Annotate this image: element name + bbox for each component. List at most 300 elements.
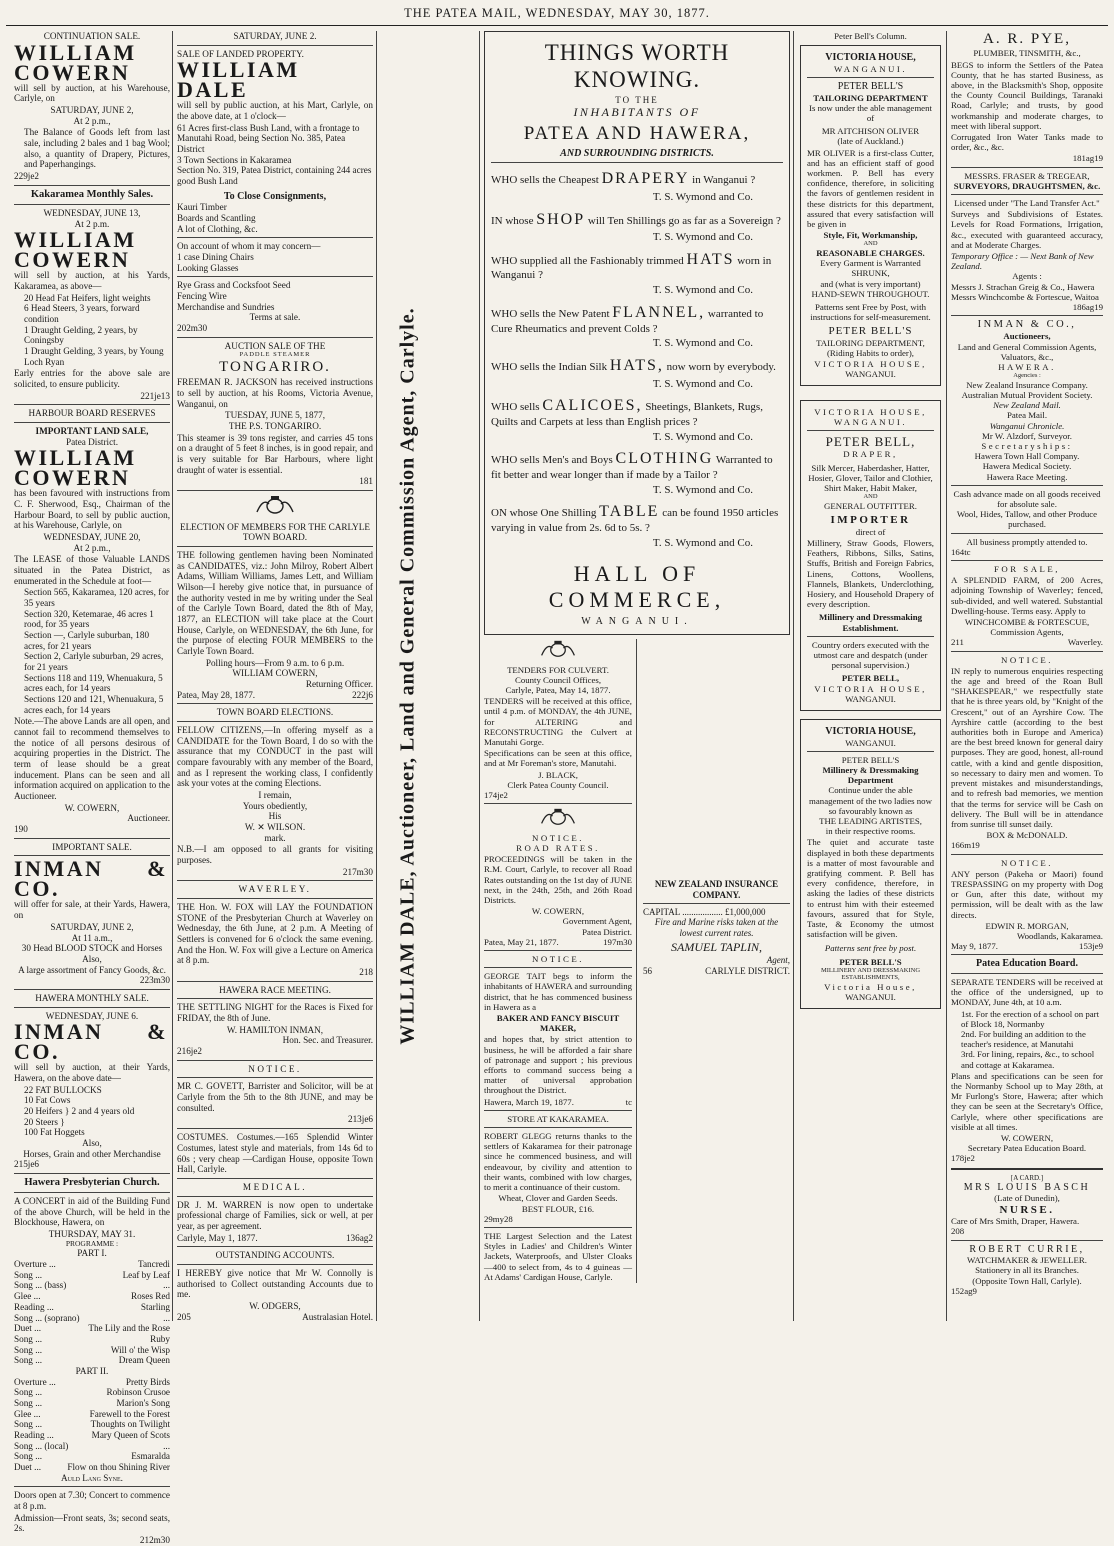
advert-also: Also, [82, 953, 102, 964]
programme-row: Song ... (soprano) ... [14, 1312, 170, 1323]
advert-line: Temporary Office : — Next Bank of New Zealand. [951, 251, 1094, 272]
advert-note: Note.—The above Lands are all open, and cannot fail to recommend themselves to the notice of all persons desirous of acquiring properties in the District. The term of lease should be a great inducement. Plans can be seen and all information acquired on application to the Auctioneer. [14, 716, 170, 802]
box-line: Every Garment is Warranted SHRUNK, [820, 258, 921, 279]
box-line: PETER BELL, [825, 434, 916, 450]
advert-terms: Terms at sale. [249, 312, 301, 323]
advert-body: ROBERT GLEGG returns thanks to the settlers of Kakaramea for their patronage since he commenced business, and will endeavour, by civility and attention to their wants, combined with low charges, to merit a continuance of their custom. [484, 1131, 632, 1193]
box-line: Country orders executed with the utmost care and despatch (under personal supervision.) [811, 639, 930, 671]
subheading: PROGRAMME : [65, 1238, 119, 1248]
advert-line: Stationery in all its Branches. [975, 1265, 1079, 1276]
advert-note: Early entries for the above sale are solicited, to ensure publicity. [14, 368, 170, 389]
box-body: The quiet and accurate taste displayed in both these departments is a matter of most favourable and gratifying comment. P. Bell has every confidence, therefore, in asking the ladies of these districts to entrust him with their esteemed favours, assured that for Style, Taste, & Economy the utmost satisfaction will be given. [807, 837, 934, 940]
list-item: 10 Fat Cows [24, 1095, 71, 1106]
signature-title: Hon. Sec. and Treasurer. [282, 1035, 373, 1046]
box-line: VICTORIA HOUSE, [814, 683, 927, 694]
advert-body: PROCEEDINGS will be taken in the R.M. Court, Carlyle, to recover all Road Rates outstanding on the 1st day of JUNE next, in the 24th, 25th, and 26th Road Districts. [484, 854, 632, 906]
advert-body: ANY person (Pakeha or Maori) found TRESPASSING on my property with Dog or Gun, after this date, without my permission, will be dealt with as the law directs. [951, 868, 1103, 920]
subheading: TO THE [615, 95, 659, 106]
advert-line: All business promptly attended to. [966, 536, 1088, 547]
advert-note: On account of whom it may concern— [177, 241, 321, 252]
programme-row: Song ... Dream Queen [14, 1355, 170, 1366]
heading: Patea Education Board. [976, 958, 1078, 970]
column-3 [484, 31, 790, 1323]
heading: WAVERLEY. [238, 884, 312, 895]
box-line: WANGANUI. [833, 417, 908, 428]
heading: SATURDAY, JUNE 2. [233, 31, 317, 41]
advert-lead: WILLIAM COWERN [14, 39, 137, 85]
subheading: WANGANUI. [581, 616, 693, 628]
advert-line: Care of Mrs Smith, Draper, Hawera. [951, 1216, 1080, 1227]
box-line: direct of [855, 526, 886, 537]
advert-name: MRS LOUIS BASCH [963, 1181, 1091, 1193]
signature: SAMUEL TAPLIN, [671, 940, 762, 955]
list-item: 1 Draught Gelding, 3 years, by Young Loch Ryan [24, 345, 164, 367]
advert-line: Agents : [1012, 271, 1042, 282]
programme-row: Song ... Robinson Crusoe [14, 1387, 170, 1398]
box-line: and (what is very important) HAND-SEWN THROUGHOUT. [811, 278, 930, 299]
box-line: WANGANUI. [833, 63, 908, 74]
signature-title: Agent, [766, 955, 790, 966]
column-rule [793, 31, 794, 1321]
list-item: 2nd. For building an addition to the teacher's residence, at Manutahi [961, 1028, 1086, 1050]
ship-name: TONGARIRO. [219, 358, 331, 375]
signature: J. BLACK, [538, 769, 578, 780]
advert-body: THE Hon. W. FOX will LAY the FOUNDATION STONE of the Presbyterian Church at Waverley on Wednesday, the 6th June, at 2 p.m. A Meeting of Settlers is convened for 6 o'clock the same evening. And the Hon. W. Fox will give a Lecture on America at 8 p.m. [177, 902, 373, 966]
advert-line: CAPITAL .................. £1,000,000 [643, 906, 766, 917]
column-rule [946, 31, 947, 1321]
list-item: WHO sells CALICOES, Sheetings, Blankets, Rugs, Quilts and Carpets at less than English prices ? [491, 397, 763, 428]
advert-trade: PLUMBER, TINSMITH, &c., [973, 48, 1081, 59]
list-item: 1 case Dining Chairs [177, 252, 254, 262]
signature-title: Returning Officer. [305, 678, 373, 689]
heading: NOTICE. [248, 1063, 302, 1074]
advert-time: At 11 a.m., [71, 932, 113, 943]
advert-line: Hawera Race Meeting. [986, 471, 1068, 482]
box-line: TAILORING DEPARTMENT [813, 92, 928, 103]
advert-lead: INMAN & CO. [14, 856, 168, 902]
subheading: PART I. [77, 1248, 107, 1259]
advert-line: Hawera Medical Society. [982, 461, 1072, 472]
advert-line: Wanganui Chronicle. [989, 420, 1065, 431]
signature: T. S. Wymond and Co. [652, 231, 753, 244]
signature-title: Auctioneer. [127, 813, 170, 824]
heading: FOR SALE, [993, 564, 1060, 575]
signature: T. S. Wymond and Co. [652, 377, 753, 390]
list-item: 6 Head Steers, 3 years, forward condition [24, 303, 140, 324]
list-item: ON whose One Shilling TABLE can be found 1950 articles varying in value from 2s. 6d to 5s. ? [491, 503, 779, 534]
advert-line: Valuators, &c., [1000, 351, 1054, 362]
peter-bell-millinery-box [800, 719, 941, 1009]
programme-row: Reading ... Mary Queen of Scots [14, 1429, 170, 1440]
advert-code: 166m19 [951, 840, 980, 851]
advert-body: IN reply to numerous enquiries respecting the age and breed of the Roan Bull "SHAKESPEAR," we respectfully state that he is three years old, by "Knight of the Crescent," out of an Ayrshire Cow. The Ayrshire cattle (according to the best authorities both in Europe and America) are the best breed known for general dairy purposes. They are good, honest, all-round cattle, with a kind and gentle disposition, so necessary to dairy men and women. To prevent mistakes and misunderstandings, and to refresh bad memories, we mention that the terms for service will be Cash on delivery. The Bull will be in attendance from sunrise till sunset daily. [951, 665, 1103, 829]
coat-of-arms-icon [484, 639, 632, 665]
box-line: Patterns sent Free by Post, with instructions for self-measurement. [810, 301, 931, 323]
list-item: Boards and Scantling [177, 212, 256, 223]
advert-body: BEGS to inform the Settlers of the Patea County, that he has started Business, as above, in the Blacksmith's Shop, opposite the County Council Buildings, Taranaki Road, Carlyle; and trusts, by good workmanship and moderate charges, to meet with liberal support. [951, 59, 1103, 131]
signature: EDWIN R. MORGAN, [985, 920, 1069, 931]
programme-row: Song ... Esmaralda [14, 1451, 170, 1462]
heading: STORE AT KAKARAMEA. [507, 1113, 609, 1124]
heading: ELECTION OF MEMBERS FOR THE CARLYLE TOWN BOARD. [179, 521, 371, 543]
heading: CONTINUATION SALE. [43, 31, 141, 41]
programme-row: Song ... Ruby [14, 1333, 170, 1344]
advert-date: TUESDAY, JUNE 5, 1877, [224, 410, 326, 421]
advert-footer: 205 Australasian Hotel. [177, 1311, 373, 1322]
box-line: (Riding Habits to order), [827, 348, 914, 359]
advert-date: SATURDAY, JUNE 2, [50, 921, 134, 932]
box-line: Is now under the able management of [809, 102, 932, 123]
heading: TOWN BOARD ELECTIONS. [216, 707, 334, 718]
advert-desc: 30 Head BLOOD STOCK and Horses [21, 943, 163, 954]
heading: TENDERS FOR CULVERT. [507, 664, 609, 675]
advert-name: ROBERT CURRIE, [969, 1243, 1085, 1255]
subheading: PART II. [75, 1365, 109, 1376]
box-line: (late of Auckland.) [837, 136, 904, 147]
advert-line: Fire and Marine risks taken at the lowest current rates. [654, 917, 779, 938]
heading: HAWERA RACE MEETING. [219, 984, 331, 995]
advert-footer: 211 Waverley. [951, 637, 1103, 648]
list-item: A lot of Clothing, &c. [177, 223, 258, 234]
advert-code: 213je6 [347, 1114, 373, 1125]
advert-desc: Horses, Grain and other Merchandise [23, 1148, 161, 1159]
box-line: REASONABLE CHARGES. [816, 247, 925, 258]
subheading: PADDLE STEAMER [239, 351, 311, 359]
advert-lead: WILLIAM COWERN [14, 227, 137, 273]
advert-trade: Auctioneers, [1003, 331, 1051, 342]
list-item: Fencing Wire [177, 291, 227, 302]
advert-date: WEDNESDAY, JUNE 6. [45, 1010, 139, 1021]
signature: W. ODGERS, [249, 1300, 301, 1311]
box-line: PETER BELL'S [837, 81, 904, 92]
advert-body: FELLOW CITIZENS,—In offering myself as a CANDIDATE for the Town Board, I do so with the assurance that my CONDUCT in the past will compare favourably with any member of the Board, and as I represent the working class, I confidently ask your votes at the coming Elections. [177, 724, 373, 789]
list-item: WHO sells the Indian Silk HATS, now worn by everybody. [491, 357, 776, 374]
advert-body: will sell by public auction, at his Mart, Carlyle, on the above date, at 1 o'clock— [177, 100, 373, 122]
letter-close: His [268, 811, 282, 822]
vertical-banner-text: WILLIAM DALE, Auctioneer, Land and General Commission Agent, Carlyle. [396, 307, 419, 1045]
advert-body: FREEMAN R. JACKSON has received instructions to sell by auction, at his Rooms, Victoria Avenue, Wanganui, on [177, 377, 373, 409]
advert-title: THE P.S. TONGARIRO. [228, 420, 322, 431]
list-item: WHO sells the New Patent FLANNEL, warranted to Cure Rheumatics and prevent Colds ? [491, 303, 764, 335]
list-item: IN whose SHOP will Ten Shillings go as far as a Sovereign ? [491, 210, 781, 228]
box-line: PETER BELL'S [841, 754, 900, 765]
list-item: WHO sells the Cheapest DRAPERY in Wanganui ? [491, 170, 756, 188]
heading: IMPORTANT SALE. [52, 841, 132, 852]
programme-row: Reading ... Starling [14, 1301, 170, 1312]
programme-row: Song ... (local) ... [14, 1440, 170, 1451]
advert-desc: The LEASE of those Valuable LANDS situated in the Patea District, as enumerated in the Schedule at foot— [14, 554, 170, 586]
advert-time: At 2 p.m. [74, 218, 110, 229]
programme-row: Glee ... Roses Red [14, 1291, 170, 1302]
heading: Kakaramea Monthly Sales. [30, 188, 154, 200]
subheading: AND SURROUNDING DISTRICTS. [560, 147, 714, 159]
list-item: 3rd. For lining, repairs, &c., to school and cottage at Kakaramea. [961, 1049, 1095, 1070]
heading: HARBOUR BOARD RESERVES [28, 408, 156, 419]
advert-body: SEPARATE TENDERS will be received at the office of the undersigned, up to MONDAY, June 4th, at 10 a.m. [951, 976, 1103, 1008]
advert-body: COSTUMES. Costumes.—165 Splendid Winter Costumes, latest style and materials, from 14s 6d to 60s ; very cheap —Cardigan House, opposite Town Hall, Carlyle. [177, 1132, 373, 1175]
column-2 [177, 31, 373, 1323]
advert-body: DR J. M. WARREN is now open to undertake professional charge of Families, sick or well, at per year, as per agreement. [177, 1199, 373, 1231]
advert-trade: SURVEYORS, DRAUGHTSMEN, &c. [953, 180, 1101, 191]
signature: WILLIAM COWERN, [232, 668, 318, 679]
subheading: Patea District. [65, 436, 119, 447]
box-body: MR OLIVER is a first-class Cutter, and has an efficient staff of good workmen. P. Bell has every confidence, therefore, in soliciting the favors of gentlemen resident in these districts for this department, assured that every satisfaction will be given in [807, 147, 934, 230]
advert-also: Also, [82, 1137, 102, 1148]
advert-lead: WILLIAM DALE [177, 57, 300, 103]
heading: NEW ZEALAND INSURANCE COMPANY. [654, 879, 779, 900]
list-item: Section 2, Carlyle suburban, 29 acres, for 21 years [24, 651, 164, 673]
programme-row: Duet ... The Lily and the Rose [14, 1323, 170, 1334]
advert-line: New Zealand Insurance Company. [966, 379, 1088, 390]
signature-title: Woodlands, Kakaramea. [1016, 930, 1103, 941]
advert-line: Licensed under "The Land Transfer Act." [954, 198, 1100, 209]
signature: W. COWERN, [1000, 1132, 1054, 1143]
advert-note: N.B.—I am opposed to all grants for visiting purposes. [177, 844, 373, 866]
advert-date: Carlyle, Patea, May 14, 1877. [505, 685, 611, 696]
letter-close: mark. [264, 832, 286, 843]
list-item: Rye Grass and Cocksfoot Seed [177, 280, 291, 291]
advert-body: Corrugated Iron Water Tanks made to order, &c., &c. [951, 132, 1103, 153]
advert-body: will offer for sale, at their Yards, Hawera, on [14, 899, 170, 921]
advert-body: THE Largest Selection and the Latest Styles in Ladies' and Children's Winter Jackets, Waterproofs, and Ulster Cloaks—400 to select from, 4s to 4 guineas —At Adams' Cardigan House, Carlyle. [484, 1230, 632, 1282]
box-line: WANGANUI. [845, 693, 896, 704]
subheading: To Close Consignments, [223, 190, 327, 202]
list-item: 20 Head Fat Heifers, light weights [24, 292, 151, 303]
advert-line: Patea Mail. [1006, 410, 1048, 421]
list-item: Looking Glasses [177, 262, 239, 273]
programme-row: Song ... Thoughts on Twilight [14, 1419, 170, 1430]
box-line: WANGANUI. [845, 737, 896, 748]
subheading: SALE OF LANDED PROPERTY. [177, 48, 304, 59]
box-line: PETER BELL'S [839, 956, 902, 967]
heading: NOTICE. [1001, 857, 1053, 868]
advert-time: At 2 p.m., [73, 542, 111, 553]
letter-close: Yours obediently, [242, 800, 308, 811]
advert-line: Messrs Winchcombe & Fortescue, Waitoa [951, 291, 1099, 302]
heading: HAWERA MONTHLY SALE. [35, 992, 149, 1003]
list-item: Merchandise and Sundries [177, 301, 275, 312]
coat-of-arms-icon [484, 807, 632, 833]
advert-trade: NURSE. [999, 1203, 1055, 1216]
advert-code: 174je2 [484, 790, 508, 801]
box-line: Silk Mercer, Haberdasher, Hatter, Hosier, Glover, Tailor and Clothier, Shirt Maker, Habit Maker, [808, 462, 933, 494]
signature: T. S. Wymond and Co. [652, 337, 753, 350]
letter-close: I remain, [258, 790, 292, 801]
advert-body: Surveys and Subdivisions of Estates. Levels for Road Formations, Irrigation, &c., executed with guaranteed accuracy, and at Moderate Charges. [951, 209, 1103, 250]
heading: NOTICE. [532, 832, 584, 843]
advert-body: THE following gentlemen having been Nominated as CANDIDATES, viz.: John Milroy, Robert Albert Adams, William Williams, James Lett, and William Wilson—I hereby give notice that, in pursuance of the authority vested in me by writing under the Seal of the Carlyle Town Board, dated the 8th of May, 1877, an ELECTION will take place at the Court House, Carlyle, on WEDNESDAY, the 6th June, for the purpose of electing FOUR MEMBERS to the Carlyle Town Board. [177, 549, 373, 656]
list-item: Sections 120 and 121, Whenuakura, 5 acres each, for 14 years [24, 694, 164, 715]
advert-line: Agencies : [1013, 372, 1041, 380]
advert-lead: INMAN & CO. [14, 1019, 168, 1065]
subheading: IMPORTANT LAND SALE, [35, 425, 149, 436]
advert-body: Plans and specifications can be seen for the Normanby School up to May 28th, at Mr Furlong's Store, Hawera; after which they can be seen at the Secretary's Office, Carlyle, where other specifications are visible at all times. [951, 1070, 1103, 1132]
signature-title: Patea District. [582, 926, 632, 937]
advert-note: Doors open at 7.30; Concert to commence at 8 p.m. [14, 1490, 170, 1511]
programme-row: Song ... Marion's Song [14, 1397, 170, 1408]
advert-code: 152ag9 [951, 1285, 977, 1296]
advert-line: New Zealand Mail. [993, 400, 1061, 411]
heading: Hawera Presbyterian Church. [24, 1176, 160, 1188]
advert-code: 164tc [951, 546, 971, 557]
advert-body: Specifications can be seen at this office, and at Mr Foreman's store, Manutahi. [484, 748, 632, 769]
heading: NOTICE. [1001, 654, 1053, 665]
programme-finale: Auld Lang Syne. [61, 1472, 123, 1483]
list-item: Kauri Timber [177, 202, 227, 213]
box-line: PETER BELL'S [828, 325, 913, 338]
advert-date: WEDNESDAY, JUNE 13, [43, 207, 141, 218]
column-5 [951, 31, 1103, 1323]
advert-line: Messrs J. Strachan Greig & Co., Hawera [951, 281, 1095, 292]
programme-row: Song ... (bass) ... [14, 1280, 170, 1291]
advert-body: has been favoured with instructions from C. F. Sherwood, Esq., Chairman of the Harbour Board, to sell by public auction, at his Warehouse, Carlyle, on [14, 488, 170, 531]
signature: T. S. Wymond and Co. [652, 430, 753, 443]
subheading: ROAD RATES. [516, 843, 600, 853]
advert-body: will sell by auction, at his Warehouse, Carlyle, on [14, 82, 170, 104]
advert-note: Admission—Front seats, 3s; second seats, 2s. [14, 1512, 170, 1534]
heading: OUTSTANDING ACCOUNTS. [215, 1250, 335, 1261]
list-item: 20 Steers } [24, 1116, 65, 1127]
box-line: AND [863, 493, 878, 501]
signature: T. S. Wymond and Co. [652, 536, 753, 549]
subheading: INHABITANTS OF [573, 104, 701, 119]
column-3-right [637, 639, 790, 1283]
list-item: Sections 118 and 119, Whenuakura, 5 acres each, for 14 years [24, 672, 163, 694]
advert-footer: 56 CARLYLE DISTRICT. [643, 965, 790, 976]
programme-row: Duet ... Flow on thou Shining River [14, 1461, 170, 1472]
advert-code: 221je13 [140, 390, 170, 401]
advert-body: TENDERS will be received at this office, until 4 p.m. of MONDAY, the 4th JUNE, for ALTERING and RECONSTRUCTING the Culvert at Manutahi Gorge. [484, 696, 632, 748]
box-line: AND [863, 240, 878, 248]
advert-code: 218 [359, 967, 373, 978]
advert-line: [A CARD.] [1010, 1173, 1044, 1182]
signature: W. COWERN, [64, 802, 120, 813]
coat-of-arms-icon [177, 494, 373, 522]
programme-row: Song ... Will o' the Wisp [14, 1344, 170, 1355]
box-line: MILLINERY AND DRESSMAKING ESTABLISHMENTS, [820, 966, 921, 982]
advert-body: GEORGE TAIT begs to inform the inhabitants of HAWERA and surrounding district, that he has commenced business in Hawera as a [484, 971, 632, 1012]
box-line: Millinery and Dressmaking Establishment. [819, 612, 922, 633]
box-line: Patterns sent free by post. [824, 943, 917, 954]
box-line: WANGANUI. [845, 368, 896, 379]
advert-code: 229je2 [14, 171, 40, 182]
things-worth-knowing-title: THINGS WORTH KNOWING. [544, 40, 730, 92]
advert-code: 216je2 [177, 1046, 203, 1057]
heading: MEDICAL. [242, 1181, 308, 1192]
advert-desc: The Balance of Goods left from last sale, including 2 bales and 1 bag Wool; also, a quantity of Drapery, Pictures, and Paperhangings. [24, 127, 170, 170]
advert-date: WEDNESDAY, JUNE 20, [43, 532, 141, 542]
advert-desc: This steamer is 39 tons register, and carries 45 tons on a draught of 5 feet 8 inches, is in good repair, and is very suitable for Bar Harbours, where light draught of water is essential. [177, 432, 373, 475]
advert-code: 29my28 [484, 1213, 513, 1224]
advert-name: INMAN & CO., [977, 319, 1077, 331]
things-worth-knowing-box [484, 31, 790, 635]
box-line: DRAPER, [843, 449, 898, 460]
list-item: 20 Heifers } 2 and 4 years old [24, 1105, 135, 1116]
advert-body: I HEREBY give notice that Mr W. Connolly is authorised to Collect outstanding Accounts due to me. [177, 1267, 373, 1300]
column-rule [172, 31, 173, 1321]
advert-line: (Opposite Town Hall, Carlyle). [972, 1275, 1082, 1286]
list-item: 100 Fat Hoggets [24, 1127, 85, 1138]
subheading: PATEA AND HAWERA, [523, 122, 751, 144]
advert-line: Hawera Town Hall Company. [974, 451, 1080, 462]
advert-code: 223m30 [139, 975, 170, 986]
list-item: 22 FAT BULLOCKS [24, 1084, 102, 1095]
heading: AUCTION SALE OF THE [224, 340, 326, 351]
advert-body: A CONCERT in aid of the Building Fund of the above Church, will be held in the Blockhouse, Hawera, on [14, 1196, 170, 1228]
peter-bell-draper-box [800, 400, 941, 711]
box-heading: VICTORIA HOUSE, [825, 725, 916, 737]
column-3-left [484, 639, 637, 1283]
advert-code: 181 [359, 476, 373, 487]
signature: WINCHCOMBE & FORTESCUE, [964, 617, 1090, 628]
advert-code: 212m30 [139, 1534, 170, 1545]
advert-body: will sell by auction, at their Yards, Hawera, on the above date— [14, 1062, 170, 1083]
box-line: TAILORING DEPARTMENT, [816, 338, 925, 349]
programme-row: Glee ... Farewell to the Forest [14, 1408, 170, 1419]
advert-date: SATURDAY, JUNE 2, [50, 105, 134, 116]
list-item: 1st. For the erection of a school on part of Block 18, Normanby [961, 1008, 1100, 1029]
column-rule [479, 31, 480, 1321]
signature: W. ✕ WILSON. [244, 822, 306, 833]
box-line: in their respective rooms. [825, 826, 916, 837]
signature: T. S. Wymond and Co. [652, 483, 753, 496]
list-item: 3 Town Sections in Kakaramea [177, 154, 292, 165]
box-line: Style, Fit, Workmanship, [823, 230, 918, 241]
advert-line: HAWERA. [998, 362, 1056, 373]
box-heading: VICTORIA HOUSE, [825, 52, 916, 64]
advert-name: A. R. PYE, [983, 31, 1071, 47]
advert-code: 181ag19 [1072, 153, 1103, 164]
box-line: PETER BELL, [841, 673, 900, 684]
advert-code: 178je2 [951, 1153, 975, 1164]
list-item: 1 Draught Gelding, 2 years, by Coningsby [24, 324, 138, 346]
list-item: Section —, Carlyle suburban, 180 acres, for 21 years [24, 630, 150, 651]
masthead-rule [6, 25, 1108, 26]
advert-line: Mr W. Alzdorf, Surveyor. [982, 430, 1072, 441]
hall-of-commerce-title: HALL OF COMMERCE, [548, 561, 726, 612]
signature: BOX & McDONALD. [986, 830, 1068, 841]
list-item: Section No. 319, Patea District, containing 244 acres good Bush Land [177, 165, 372, 187]
box-line: VICTORIA HOUSE, [814, 358, 927, 369]
advert-trade: BAKER AND FANCY BISCUIT MAKER, [496, 1013, 620, 1034]
advert-line: Wool, Hides, Tallow, and other Produce purchased. [956, 509, 1098, 530]
advert-time: At 2 p.m., [73, 115, 111, 126]
advert-footer: Hawera, March 19, 1877. tc [484, 1096, 632, 1107]
box-line: THE LEADING ARTISTES, [819, 816, 922, 826]
advert-line: Land and General Commission Agents, [957, 341, 1097, 352]
advert-footer: Patea, May 28, 1877. 222j6 [177, 689, 373, 700]
advert-line: Secretaryships: [981, 441, 1073, 451]
box-heading: VICTORIA HOUSE, [814, 406, 927, 417]
signature-title: Clerk Patea County Council. [507, 779, 609, 790]
advert-code: 217m30 [342, 866, 373, 877]
peter-bell-tailoring-box [800, 45, 941, 386]
masthead: THE PATEA MAIL, WEDNESDAY, MAY 30, 1877. [404, 6, 710, 20]
advert-body: MR C. GOVETT, Barrister and Solicitor, will be at Carlyle from the 5th to the 8th JUNE, and may be consulted. [177, 1081, 373, 1113]
advert-line: (Late of Dunedin), [994, 1193, 1060, 1204]
box-line: GENERAL OUTFITTER. [823, 500, 917, 511]
advert-code: 186ag19 [1072, 302, 1103, 313]
advert-body: and hopes that, by strict attention to business, he will be afforded a fair share of patronage and support ; his previous efforts to command success being a matter of universal approbation throughout the District. [484, 1034, 632, 1096]
column-1 [14, 31, 170, 1545]
advert-footer: May 9, 1877. 153je9 [951, 941, 1103, 952]
advert-footer: Patea, May 21, 1877. 197m30 [484, 936, 632, 947]
signature: W. COWERN, [531, 906, 585, 917]
signature-title: Government Agent, [562, 916, 632, 927]
signature-title: Commission Agents, [990, 627, 1064, 638]
column-4 [798, 31, 943, 1323]
box-body: Millinery, Straw Goods, Flowers, Feathers, Ribbons, Silks, Satins, Stuffs, British and Foreign Fabrics, Linens, Cottons, Woollens, Flannels, Blankets, Underclothing, Hosiery, and Household Drapery of every description. [807, 537, 934, 610]
